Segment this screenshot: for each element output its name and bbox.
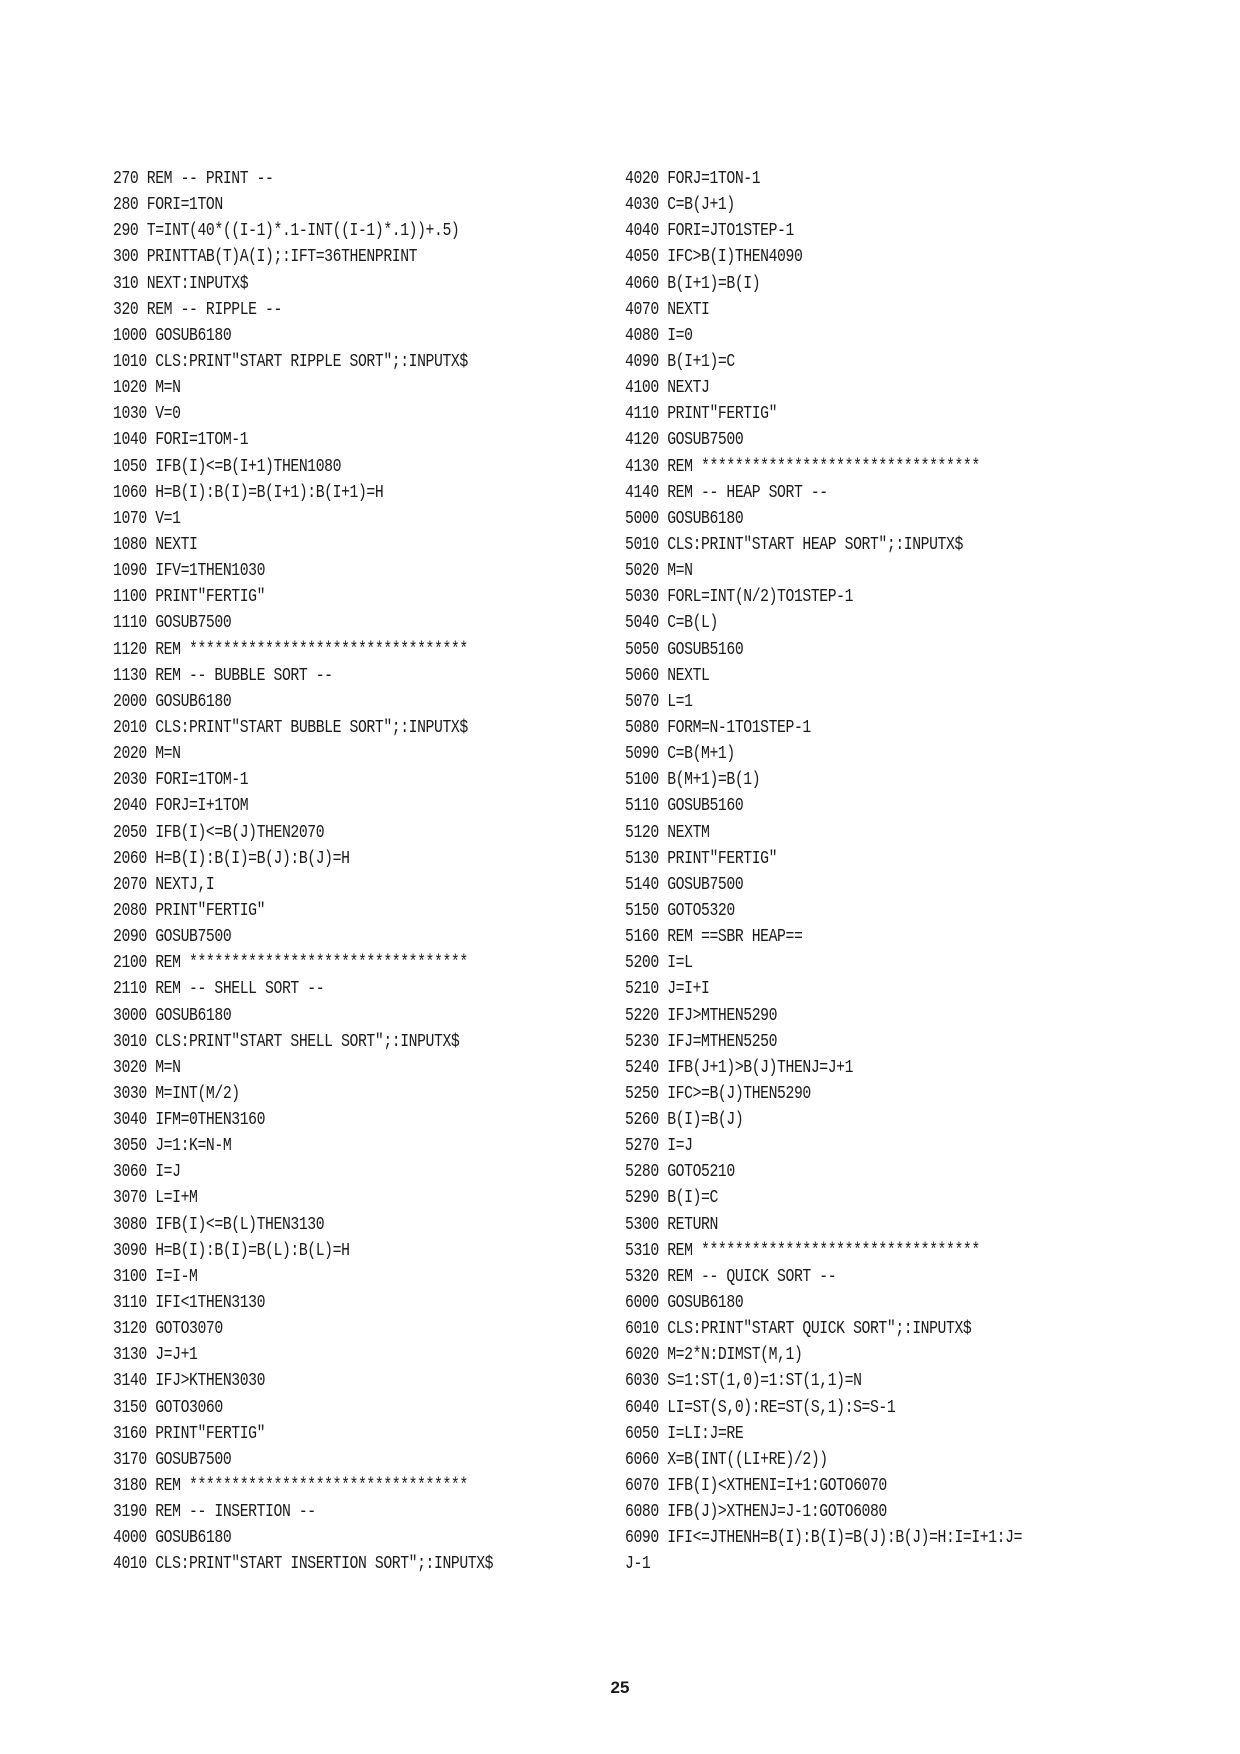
code-line: 3120 GOTO3070: [113, 1319, 223, 1340]
code-line: 6050 I=LI:J=RE: [625, 1423, 744, 1444]
code-column-left: [113, 166, 613, 1578]
code-line: 4000 GOSUB6180: [113, 1528, 232, 1549]
code-line: 5230 IFJ=MTHEN5250: [625, 1031, 778, 1052]
code-line: 2110 REM -- SHELL SORT --: [113, 979, 325, 1000]
code-line: 300 PRINTTAB(T)A(I);:IFT=36THENPRINT: [113, 247, 418, 268]
code-line: 5270 I=J: [625, 1136, 693, 1157]
code-line: 2040 FORJ=I+1TOM: [113, 796, 249, 817]
code-line: 3060 I=J: [113, 1162, 181, 1183]
code-line: 3130 J=J+1: [113, 1345, 198, 1366]
code-line: 3100 I=I-M: [113, 1266, 198, 1287]
code-line: 290 T=INT(40*((I-1)*.1-INT((I-1)*.1))+.5): [113, 221, 460, 242]
code-line: 5260 B(I)=B(J): [625, 1110, 744, 1131]
code-column-right: [625, 166, 1125, 1578]
code-line: 5090 C=B(M+1): [625, 744, 735, 765]
code-line: 5200 I=L: [625, 953, 693, 974]
code-line: 1050 IFB(I)<=B(I+1)THEN1080: [113, 456, 342, 477]
code-line: 1040 FORI=1TOM-1: [113, 430, 249, 451]
code-line: 1000 GOSUB6180: [113, 325, 232, 346]
code-line: 5000 GOSUB6180: [625, 508, 744, 529]
code-line: 5240 IFB(J+1)>B(J)THENJ=J+1: [625, 1057, 854, 1078]
code-line: 2090 GOSUB7500: [113, 927, 232, 948]
code-line: 4090 B(I+1)=C: [625, 351, 735, 372]
code-line: 5040 C=B(L): [625, 613, 718, 634]
code-line: 6000 GOSUB6180: [625, 1293, 744, 1314]
code-line: 270 REM -- PRINT --: [113, 169, 274, 189]
code-line: 5020 M=N: [625, 561, 693, 582]
code-line: 3050 J=1:K=N-M: [113, 1136, 232, 1157]
code-line: 3010 CLS:PRINT"START SHELL SORT";:INPUTX$: [113, 1031, 460, 1052]
code-line: 2020 M=N: [113, 744, 181, 765]
code-line: 1080 NEXTI: [113, 534, 198, 555]
code-line: 5030 FORL=INT(N/2)TO1STEP-1: [625, 587, 854, 608]
code-line: 5100 B(M+1)=B(1): [625, 770, 761, 791]
code-line: 5150 GOTO5320: [625, 900, 735, 921]
code-line: 5250 IFC>=B(J)THEN5290: [625, 1083, 811, 1104]
code-line: 5160 REM ==SBR HEAP==: [625, 927, 803, 948]
code-line: 2100 REM *********************************: [113, 953, 468, 974]
code-line: 1060 H=B(I):B(I)=B(I+1):B(I+1)=H: [113, 482, 384, 503]
code-line: 3170 GOSUB7500: [113, 1449, 232, 1470]
code-line: 3030 M=INT(M/2): [113, 1083, 240, 1104]
code-line: 1100 PRINT"FERTIG": [113, 587, 266, 608]
code-line: 6070 IFB(I)<XTHENI=I+1:GOTO6070: [625, 1476, 887, 1497]
code-line: J-1: [625, 1554, 651, 1575]
code-line: 3080 IFB(I)<=B(L)THEN3130: [113, 1214, 325, 1235]
code-line: 3070 L=I+M: [113, 1188, 198, 1209]
code-line: 4070 NEXTI: [625, 299, 710, 320]
code-line: 5120 NEXTM: [625, 822, 710, 843]
code-line: 5310 REM *********************************: [625, 1240, 980, 1261]
code-line: 1120 REM *********************************: [113, 639, 468, 660]
code-line: 5300 RETURN: [625, 1214, 718, 1235]
code-line: 1130 REM -- BUBBLE SORT --: [113, 665, 333, 686]
code-line: 2010 CLS:PRINT"START BUBBLE SORT";:INPUTX$: [113, 717, 468, 738]
code-line: 2030 FORI=1TOM-1: [113, 770, 249, 791]
code-line: 5080 FORM=N-1TO1STEP-1: [625, 717, 811, 738]
code-line: 5290 B(I)=C: [625, 1188, 718, 1209]
code-line: 6080 IFB(J)>XTHENJ=J-1:GOTO6080: [625, 1502, 887, 1523]
code-line: 5110 GOSUB5160: [625, 796, 744, 817]
code-line: 1070 V=1: [113, 508, 181, 529]
code-line: 4140 REM -- HEAP SORT --: [625, 482, 828, 503]
code-line: 5130 PRINT"FERTIG": [625, 848, 778, 869]
code-line: 6060 X=B(INT((LI+RE)/2)): [625, 1449, 828, 1470]
code-line: 1110 GOSUB7500: [113, 613, 232, 634]
code-line: 4030 C=B(J+1): [625, 195, 735, 216]
code-line: 6030 S=1:ST(1,0)=1:ST(1,1)=N: [625, 1371, 862, 1392]
code-line: 4050 IFC>B(I)THEN4090: [625, 247, 803, 268]
code-line: 3180 REM *********************************: [113, 1476, 468, 1497]
code-line: 2050 IFB(I)<=B(J)THEN2070: [113, 822, 325, 843]
code-line: 2080 PRINT"FERTIG": [113, 900, 266, 921]
code-line: 5070 L=1: [625, 691, 693, 712]
code-line: 4080 I=0: [625, 325, 693, 346]
code-line: 4120 GOSUB7500: [625, 430, 744, 451]
code-line: 5050 GOSUB5160: [625, 639, 744, 660]
code-line: 6010 CLS:PRINT"START QUICK SORT";:INPUTX$: [625, 1319, 972, 1340]
code-line: 1030 V=0: [113, 404, 181, 425]
code-line: 4020 FORJ=1TON-1: [625, 169, 761, 189]
code-line: 4060 B(I+1)=B(I): [625, 273, 761, 294]
code-line: 4110 PRINT"FERTIG": [625, 404, 778, 425]
code-line: 3090 H=B(I):B(I)=B(L):B(L)=H: [113, 1240, 350, 1261]
code-line: 5220 IFJ>MTHEN5290: [625, 1005, 778, 1026]
code-line: 5320 REM -- QUICK SORT --: [625, 1266, 837, 1287]
code-line: 5280 GOTO5210: [625, 1162, 735, 1183]
code-line: 3150 GOTO3060: [113, 1397, 223, 1418]
code-line: 6020 M=2*N:DIMST(M,1): [625, 1345, 803, 1366]
code-line: 4040 FORI=JTO1STEP-1: [625, 221, 794, 242]
code-line: 2060 H=B(I):B(I)=B(J):B(J)=H: [113, 848, 350, 869]
code-line: 4010 CLS:PRINT"START INSERTION SORT";:INPUTX$: [113, 1554, 494, 1575]
code-line: 3190 REM -- INSERTION --: [113, 1502, 316, 1523]
page-number: 25: [610, 1678, 630, 1697]
code-line: 3020 M=N: [113, 1057, 181, 1078]
code-line: 2000 GOSUB6180: [113, 691, 232, 712]
code-line: 4130 REM *********************************: [625, 456, 980, 477]
code-line: 310 NEXT:INPUTX$: [113, 273, 249, 294]
code-line: 5060 NEXTL: [625, 665, 710, 686]
code-line: 1090 IFV=1THEN1030: [113, 561, 266, 582]
code-line: 6040 LI=ST(S,0):RE=ST(S,1):S=S-1: [625, 1397, 896, 1418]
code-line: 2070 NEXTJ,I: [113, 874, 215, 895]
code-line: 3000 GOSUB6180: [113, 1005, 232, 1026]
code-line: 5210 J=I+I: [625, 979, 710, 1000]
code-line: 3040 IFM=0THEN3160: [113, 1110, 266, 1131]
code-line: 1010 CLS:PRINT"START RIPPLE SORT";:INPUTX$: [113, 351, 468, 372]
code-line: 5140 GOSUB7500: [625, 874, 744, 895]
code-line: 1020 M=N: [113, 378, 181, 399]
code-line: 3140 IFJ>KTHEN3030: [113, 1371, 266, 1392]
code-line: 3110 IFI<1THEN3130: [113, 1293, 266, 1314]
code-line: 320 REM -- RIPPLE --: [113, 299, 282, 320]
code-line: 4100 NEXTJ: [625, 378, 710, 399]
code-line: 3160 PRINT"FERTIG": [113, 1423, 266, 1444]
code-line: 280 FORI=1TON: [113, 195, 223, 216]
code-line: 6090 IFI<=JTHENH=B(I):B(I)=B(J):B(J)=H:I=I+1:J=: [625, 1528, 1023, 1549]
code-line: 5010 CLS:PRINT"START HEAP SORT";:INPUTX$: [625, 534, 963, 555]
